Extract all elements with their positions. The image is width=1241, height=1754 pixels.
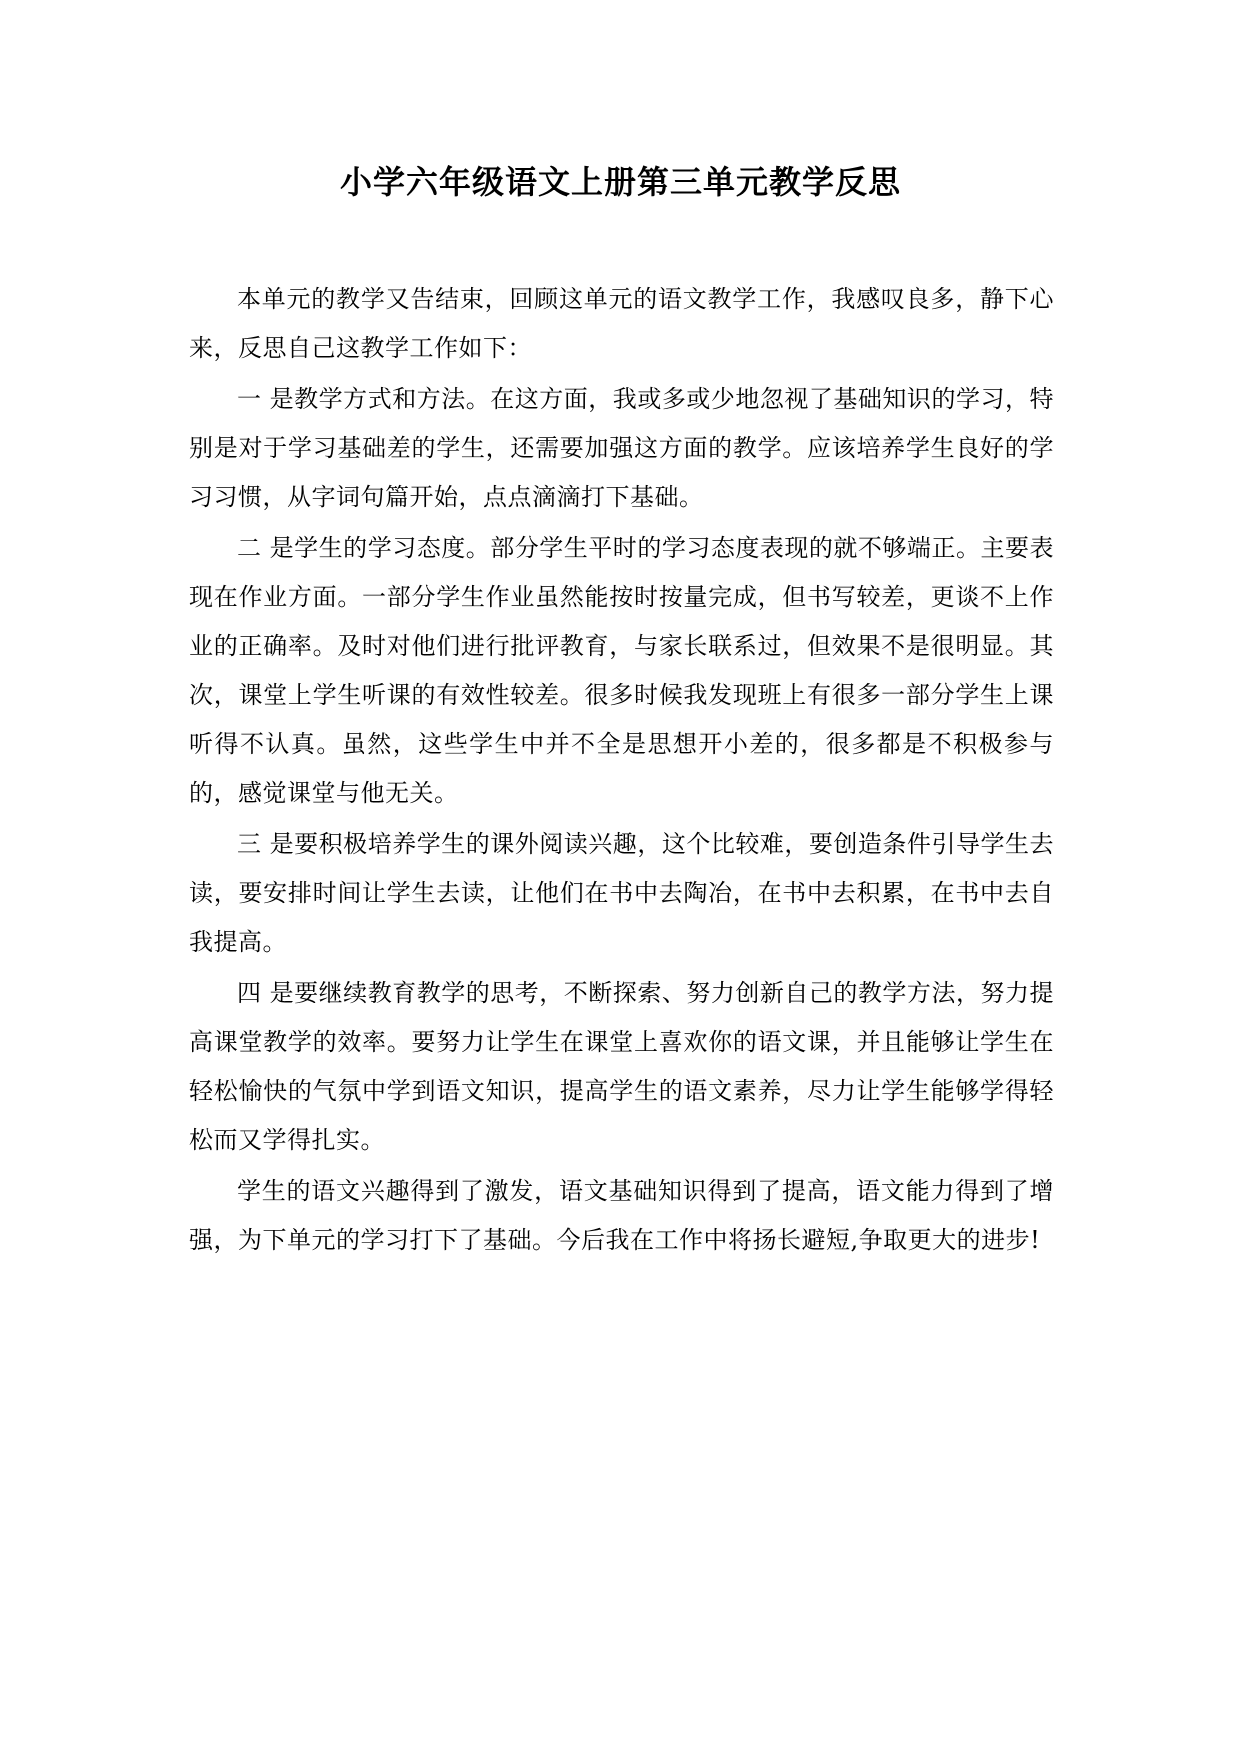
page-title: 小学六年级语文上册第三单元教学反思 — [339, 163, 901, 201]
paragraph-point-three: 三 是要积极培养学生的课外阅读兴趣，这个比较难，要创造条件引导学生去读，要安排时间让学生去读，让他们在书中去陶冶，在书中去积累，在书中去自我提高。 — [189, 830, 1054, 956]
paragraph-point-one: 一 是教学方式和方法。在这方面，我或多或少地忽视了基础知识的学习，特别是对于学习基础差的学生，还需要加强这方面的教学。应该培养学生良好的学习习惯，从字词句篇开始，点点滴滴打下基础。 — [189, 385, 1054, 511]
paragraph-intro: 本单元的教学又告结束，回顾这单元的语文教学工作，我感叹良多，静下心来，反思自己这教学工作如下： — [189, 285, 1054, 362]
paragraph-point-four: 四 是要继续教育教学的思考，不断探索、努力创新自己的教学方法，努力提高课堂教学的效率。要努力让学生在课堂上喜欢你的语文课，并且能够让学生在轻松愉快的气氛中学到语文知识，提高学生的语文素养，尽力让学生能够学得轻松而又学得扎实。 — [189, 979, 1054, 1154]
paragraph-conclusion: 学生的语文兴趣得到了激发，语文基础知识得到了提高，语文能力得到了增强，为下单元的学习打下了基础。今后我在工作中将扬长避短,争取更大的进步! — [189, 1177, 1054, 1254]
paragraph-point-two: 二 是学生的学习态度。部分学生平时的学习态度表现的就不够端正。主要表现在作业方面。一部分学生作业虽然能按时按量完成，但书写较差，更谈不上作业的正确率。及时对他们进行批评教育，与家长联系过，但效果不是很明显。其次，课堂上学生听课的有效性较差。很多时候我发现班上有很多一部分学生上课听得不认真。虽然，这些学生中并不全是思想开小差的，很多都是不积极参与的，感觉课堂与他无关。 — [189, 534, 1054, 807]
document-body — [189, 275, 1054, 1267]
